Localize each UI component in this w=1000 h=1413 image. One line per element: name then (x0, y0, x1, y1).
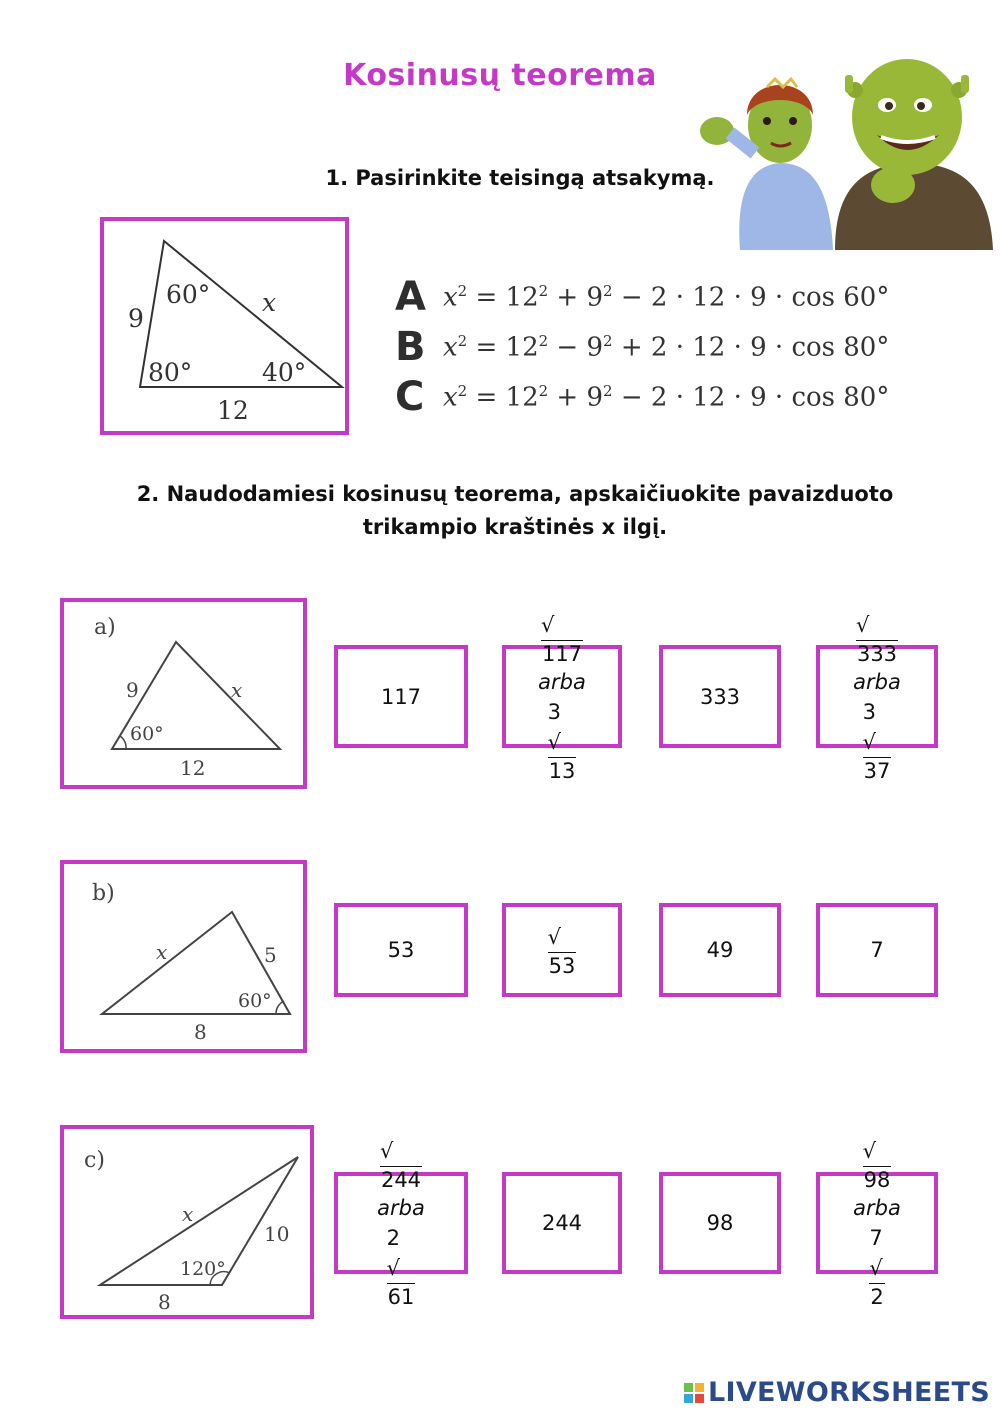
problem-label: b) (92, 881, 115, 906)
option-letter: B (395, 324, 426, 370)
sqrt-expression: √ 244 (379, 1139, 422, 1192)
sqrt-expression: √ 98 (862, 1139, 891, 1192)
sqrt-expression: 7 √ 2 (869, 1226, 884, 1309)
sqrt-expression: √ 53 (547, 924, 576, 978)
answer-value: 49 (706, 938, 734, 962)
answer-b4[interactable] (816, 903, 938, 997)
answer-b1[interactable] (334, 903, 468, 997)
option-letter: A (395, 274, 426, 320)
side-left-label: 9 (128, 304, 144, 333)
answer-value: 98 (706, 1211, 734, 1235)
answer-value: 333 (699, 684, 741, 709)
answer-c2[interactable] (502, 1172, 622, 1274)
or-label: arba (853, 669, 901, 694)
angle-top-label: 60° (166, 280, 211, 309)
side-right-label: x (262, 288, 277, 317)
base-label: 8 (194, 1020, 207, 1044)
option-expression: $x^2 = 12^2 + 9^2 - 2 \cdot 12 \cdot 9 \cdot \cos 80^\circ$ (443, 381, 890, 413)
answer-b2[interactable] (502, 903, 622, 997)
task2-heading-line2: trikampio kraštinės x ilgį. (362, 515, 668, 539)
option-b[interactable] (395, 322, 915, 372)
ogre-couple-illustration (695, 35, 995, 255)
side2-label: 5 (264, 943, 277, 967)
or-label: arba (853, 1196, 901, 1220)
option-a[interactable] (395, 272, 915, 322)
task2-heading (80, 478, 950, 544)
logo-text: LIVEWORKSHEETS (707, 1377, 990, 1408)
angle-label: 60° (130, 723, 164, 745)
answer-a2[interactable] (502, 612, 622, 783)
answer-c3[interactable] (659, 1172, 781, 1274)
task1-triangle-box (100, 217, 349, 435)
option-letter: C (395, 374, 425, 420)
answer-value: 244 (541, 1211, 583, 1235)
sqrt-expression: √ 117 (540, 612, 583, 666)
answer-value: 53 (387, 938, 415, 962)
side1-label: x (182, 1202, 194, 1226)
problem-b-triangle-box (60, 860, 307, 1053)
side2-label: x (231, 678, 243, 702)
answer-b3[interactable] (659, 903, 781, 997)
or-label: arba (377, 1196, 425, 1220)
option-expression: $x^2 = 12^2 + 9^2 - 2 \cdot 12 \cdot 9 \cdot \cos 60^\circ$ (443, 281, 890, 313)
angle-label: 60° (238, 990, 272, 1012)
problem-a-triangle-figure (64, 602, 311, 793)
angle-right-label: 40° (262, 358, 307, 387)
or-label: arba (538, 669, 586, 694)
problem-b-triangle-figure (64, 864, 311, 1057)
option-expression: $x^2 = 12^2 - 9^2 + 2 \cdot 12 \cdot 9 \cdot \cos 80^\circ$ (443, 331, 890, 363)
liveworksheets-logo[interactable] (684, 1377, 990, 1408)
problem-c-triangle-figure (64, 1129, 318, 1323)
option-c[interactable] (395, 372, 915, 422)
answer-a1[interactable] (334, 645, 468, 748)
answer-value: 117 (380, 684, 422, 709)
task2-heading-line1: 2. Naudodamiesi kosinusų teorema, apskaičiuokite pavaizduoto (136, 482, 894, 506)
base-label: 12 (180, 756, 206, 780)
sqrt-expression: 3 √ 13 (547, 699, 576, 783)
sqrt-expression: √ 333 (855, 612, 898, 666)
answer-a3[interactable] (659, 645, 781, 748)
answer-c4[interactable] (816, 1139, 938, 1309)
side2-label: 10 (264, 1222, 290, 1246)
answer-value: 7 (870, 938, 884, 962)
angle-label: 120° (180, 1258, 226, 1280)
problem-label: a) (94, 615, 116, 640)
liveworksheets-logo-icon (684, 1383, 704, 1403)
side1-label: x (156, 940, 168, 964)
task1-heading: 1. Pasirinkite teisingą atsakymą. (325, 166, 715, 190)
sqrt-expression: 3 √ 37 (862, 699, 891, 783)
answer-a4[interactable] (816, 612, 938, 783)
side1-label: 9 (126, 678, 139, 702)
task1-triangle-figure (104, 221, 353, 439)
page-title: Kosinusų teorema (343, 58, 657, 93)
problem-label: c) (84, 1148, 105, 1173)
sqrt-expression: 2 √ 61 (386, 1226, 415, 1309)
base-label: 8 (158, 1290, 171, 1314)
side-bottom-label: 12 (217, 396, 249, 425)
angle-left-label: 80° (148, 358, 193, 387)
answer-c1[interactable] (334, 1139, 468, 1309)
task1-options (395, 272, 915, 422)
problem-c-triangle-box (60, 1125, 314, 1319)
problem-a-triangle-box (60, 598, 307, 789)
